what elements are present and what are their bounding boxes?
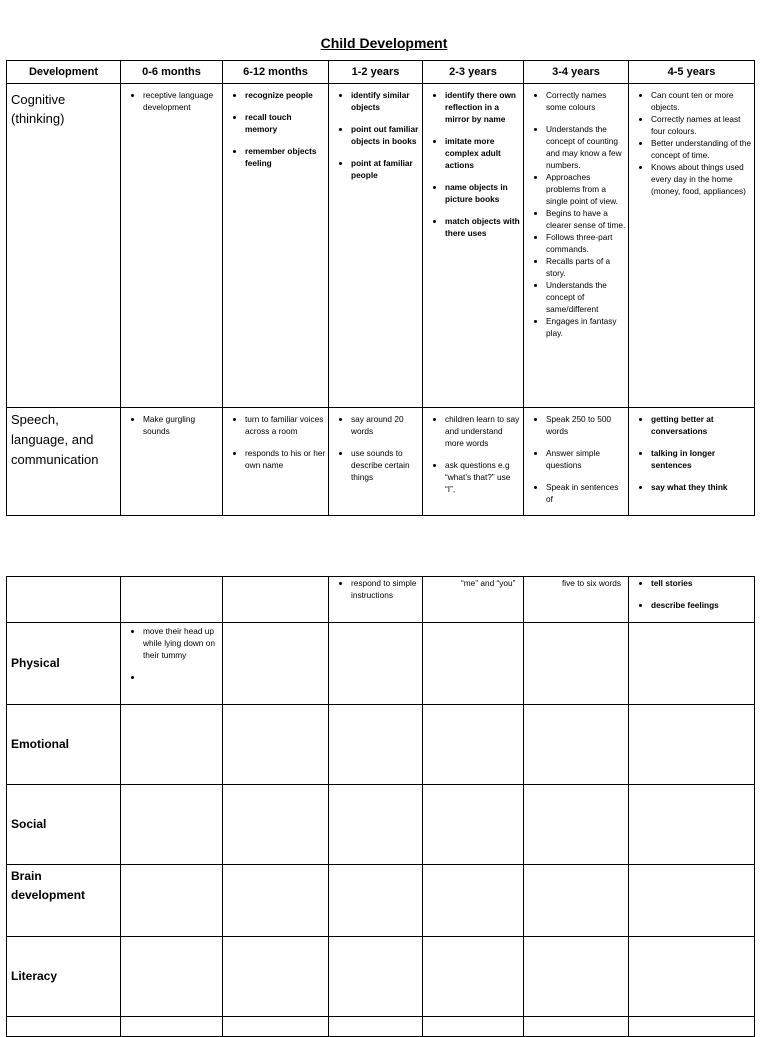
cell-cont-6-12 [223, 577, 329, 623]
list-item: • say what they think [651, 481, 752, 493]
development-table-part-2 [6, 576, 755, 1037]
list-item: • Recalls parts of a story. [546, 255, 626, 279]
list-item: • responds to his or her own name [245, 447, 326, 471]
list-item: • ask questions e.g “what’s that?” use “I”, [445, 459, 521, 495]
list-item: • Understands the concept of same/different [546, 279, 626, 315]
cell [223, 865, 329, 937]
header-3-4-years: 3-4 years [524, 61, 629, 84]
cell-cont-0-6 [121, 577, 223, 623]
row-label-social: Social [7, 785, 121, 865]
cell [423, 937, 524, 1017]
list-item: • Make gurgling sounds [143, 413, 220, 437]
list-item: • getting better at conversations [651, 413, 752, 437]
cell [329, 937, 423, 1017]
cell [329, 705, 423, 785]
cell [423, 1017, 524, 1037]
cell [223, 1017, 329, 1037]
cell [629, 1017, 755, 1037]
cell [524, 937, 629, 1017]
list-item: • recognize people [245, 89, 326, 101]
cell-speech-4-5 [629, 408, 755, 516]
cell-cognitive-1-2 [329, 84, 423, 408]
list-item: • receptive language development [143, 89, 220, 113]
list-item: • Engages in fantasy play. [546, 315, 626, 339]
cont-text: five to six words [562, 578, 622, 588]
list-item: • recall touch memory [245, 111, 326, 135]
cell [7, 1017, 121, 1037]
cell-cont-label [7, 577, 121, 623]
list-item: • describe feelings [651, 599, 752, 611]
page-title: Child Development [320, 35, 448, 51]
list-item: • Knows about things used every day in the home (money, food, appliances) [651, 161, 752, 197]
header-2-3-years: 2-3 years [423, 61, 524, 84]
list-item: • Understands the concept of counting and may know a few numbers. [546, 123, 626, 171]
list-item: • Speak 250 to 500 words [546, 413, 626, 437]
cell-physical-2-3 [423, 623, 524, 705]
cell [423, 865, 524, 937]
cell-speech-6-12 [223, 408, 329, 516]
cell [629, 785, 755, 865]
list-item: • children learn to say and understand more words [445, 413, 521, 449]
list-item: • use sounds to describe certain things [351, 447, 420, 483]
header-row [7, 61, 755, 84]
list-item: • move their head up while lying down on their tummy [143, 625, 220, 661]
list-item [143, 671, 220, 683]
row-brain-development [7, 865, 755, 937]
list-item: • name objects in picture books [445, 181, 521, 205]
header-0-6-months: 0-6 months [121, 61, 223, 84]
row-literacy [7, 937, 755, 1017]
cell [524, 1017, 629, 1037]
row-speech [7, 408, 755, 516]
cell [121, 705, 223, 785]
cell-cont-2-3 [423, 577, 524, 623]
list-item: • Correctly names some colours [546, 89, 626, 113]
header-1-2-years: 1-2 years [329, 61, 423, 84]
cell-speech-0-6 [121, 408, 223, 516]
list-item: • Better understanding of the concept of time. [651, 137, 752, 161]
row-label-literacy: Literacy [7, 937, 121, 1017]
list-item: • identify similar objects [351, 89, 420, 113]
cell [223, 705, 329, 785]
list-item: • match objects with there uses [445, 215, 521, 239]
cell [629, 937, 755, 1017]
cell-cognitive-4-5 [629, 84, 755, 408]
list-item: • point out familiar objects in books [351, 123, 420, 147]
cell [121, 865, 223, 937]
header-4-5-years: 4-5 years [629, 61, 755, 84]
list-item: • Follows three-part commands. [546, 231, 626, 255]
cell [223, 937, 329, 1017]
cell-cognitive-2-3 [423, 84, 524, 408]
cell-physical-6-12 [223, 623, 329, 705]
row-social [7, 785, 755, 865]
list-item: • Can count ten or more objects. [651, 89, 752, 113]
development-table-part-1 [6, 60, 755, 516]
row-label-cognitive: Cognitive (thinking) [7, 84, 121, 408]
header-development: Development [7, 61, 121, 84]
cell [423, 785, 524, 865]
list-item: • talking in longer sentences [651, 447, 752, 471]
cell [629, 865, 755, 937]
header-6-12-months: 6-12 months [223, 61, 329, 84]
row-continued [7, 577, 755, 623]
row-physical [7, 623, 755, 705]
cell-physical-0-6 [121, 623, 223, 705]
list-item: • remember objects feeling [245, 145, 326, 169]
cell-physical-1-2 [329, 623, 423, 705]
list-item: • imitate more complex adult actions [445, 135, 521, 171]
list-item: • Answer simple questions [546, 447, 626, 471]
cell [524, 705, 629, 785]
cell-physical-3-4 [524, 623, 629, 705]
row-cognitive [7, 84, 755, 408]
cell-cognitive-3-4 [524, 84, 629, 408]
cell [329, 785, 423, 865]
cell-cognitive-0-6 [121, 84, 223, 408]
row-label-physical: Physical [7, 623, 121, 705]
cont-text: “me” and “you” [461, 578, 516, 588]
cell [329, 1017, 423, 1037]
cell-cognitive-6-12 [223, 84, 329, 408]
cell [121, 1017, 223, 1037]
row-label-emotional: Emotional [7, 705, 121, 785]
cell-speech-1-2 [329, 408, 423, 516]
list-item: • point at familiar people [351, 157, 420, 181]
cell [223, 785, 329, 865]
list-item: • Approaches problems from a single point of view. [546, 171, 626, 207]
cell-cont-4-5 [629, 577, 755, 623]
row-label-brain-development: Brain development [7, 865, 121, 937]
list-item: • say around 20 words [351, 413, 420, 437]
cell [121, 937, 223, 1017]
cell-speech-2-3 [423, 408, 524, 516]
cell [329, 865, 423, 937]
list-item: • identify there own reflection in a mirror by name [445, 89, 521, 125]
cell-cont-1-2 [329, 577, 423, 623]
list-item: • Begins to have a clearer sense of time. [546, 207, 626, 231]
cell-cont-3-4 [524, 577, 629, 623]
cell-speech-3-4 [524, 408, 629, 516]
cell [629, 705, 755, 785]
cell [524, 785, 629, 865]
row-label-speech: Speech, language, and communication [7, 408, 121, 516]
row-emotional [7, 705, 755, 785]
list-item: • turn to familiar voices across a room [245, 413, 326, 437]
list-item: • respond to simple instructions [351, 577, 420, 601]
cell-physical-4-5 [629, 623, 755, 705]
cell [121, 785, 223, 865]
list-item: • Correctly names at least four colours. [651, 113, 752, 137]
list-item: • Speak in sentences of [546, 481, 626, 505]
cell [423, 705, 524, 785]
row-empty-bottom [7, 1017, 755, 1037]
cell [524, 865, 629, 937]
list-item: • tell stories [651, 577, 752, 589]
